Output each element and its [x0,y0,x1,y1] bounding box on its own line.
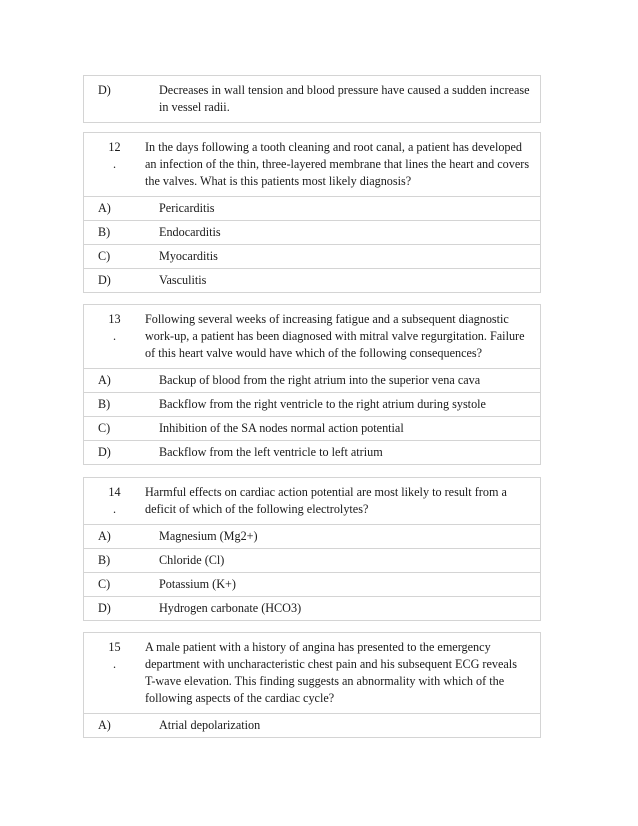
option-text: Backflow from the right ventricle to the right atrium during systole [159,397,486,411]
option-letter: B) [98,225,111,239]
question-15 [83,632,541,738]
question-stem [84,633,540,713]
option-text: Myocarditis [159,249,218,263]
question-text: Following several weeks of increasing fatigue and a subsequent diagnostic work-up, a patient has been diagnosed with mitral valve regurgitation. Failure of this heart valve would have which of the following consequences? [145,312,525,360]
option-text: Chloride (Cl) [159,553,225,567]
answer-option-b[interactable] [84,548,540,572]
question-number: 13 . [108,312,121,343]
option-letter: D) [98,601,111,615]
option-text: Endocarditis [159,225,221,239]
question-text: In the days following a tooth cleaning and root canal, a patient has developed an infection of the thin, three-layered membrane that lines the heart and covers the valves. What is this patients most likely diagnosis? [145,140,530,188]
option-letter: D) [98,273,111,287]
answer-option-a[interactable] [84,524,540,548]
option-text: Backup of blood from the right atrium into the superior vena cava [159,373,481,387]
answer-option[interactable] [84,76,540,122]
option-letter: B) [98,397,111,411]
option-letter: C) [98,249,111,263]
answer-option-a[interactable] [84,196,540,220]
question-number: 12 . [108,140,121,171]
option-letter: B) [98,553,111,567]
option-letter: C) [98,577,111,591]
question-13 [83,304,541,465]
answer-option-b[interactable] [84,220,540,244]
option-text: Vasculitis [159,273,207,287]
answer-option-a[interactable] [84,368,540,392]
option-text: Backflow from the left ventricle to left atrium [159,445,383,459]
option-text: Inhibition of the SA nodes normal action potential [159,421,404,435]
question-text: A male patient with a history of angina has presented to the emergency department with uncharacteristic chest pain and his subsequent ECG reveals T-wave elevation. This finding suggests an abnormality with which of the following aspects of the cardiac cycle? [145,640,517,705]
question-stem [84,305,540,368]
answer-option-d[interactable] [84,268,540,292]
question-12 [83,132,541,293]
option-letter: A) [98,201,111,215]
option-letter: C) [98,421,111,435]
question-stem [84,478,540,524]
answer-option-c[interactable] [84,416,540,440]
option-letter: D) [98,445,111,459]
option-letter: A) [98,718,111,732]
question-stem [84,133,540,196]
answer-option-c[interactable] [84,244,540,268]
question-14 [83,477,541,621]
option-text: Pericarditis [159,201,215,215]
answer-option-a[interactable] [84,713,540,737]
option-text: Hydrogen carbonate (HCO3) [159,601,302,615]
answer-option-b[interactable] [84,392,540,416]
option-text: Atrial depolarization [159,718,261,732]
option-text: Magnesium (Mg2+) [159,529,258,543]
question-number: 14 . [108,485,121,516]
answer-option-d[interactable] [84,596,540,620]
option-text: Potassium (K+) [159,577,236,591]
answer-option-d[interactable] [84,440,540,464]
prev-question-tail [83,75,541,123]
option-letter: A) [98,529,111,543]
question-text: Harmful effects on cardiac action potential are most likely to result from a deficit of which of the following electrolytes? [145,485,507,516]
answer-option-c[interactable] [84,572,540,596]
option-letter: D) [98,83,111,97]
option-letter: A) [98,373,111,387]
option-text: Decreases in wall tension and blood pressure have caused a sudden increase in vessel radii. [159,83,530,114]
question-number: 15 . [108,640,121,671]
